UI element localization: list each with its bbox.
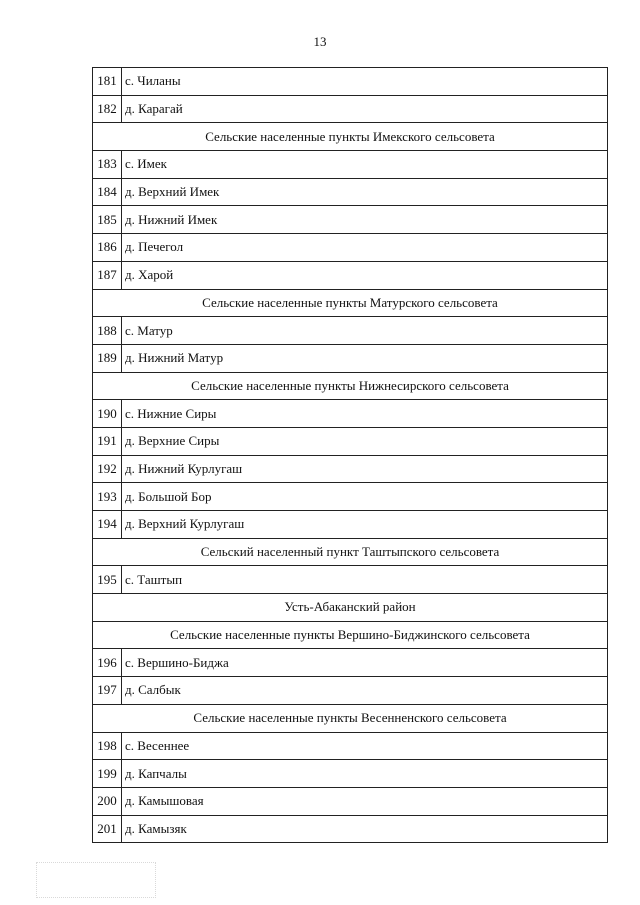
row-number: 200: [93, 787, 122, 815]
row-number: 195: [93, 566, 122, 594]
settlement-name: с. Вершино-Биджа: [122, 649, 608, 677]
row-number: 188: [93, 317, 122, 345]
table-row: [93, 68, 608, 96]
group-header-row: [93, 621, 608, 649]
settlement-name: д. Салбык: [122, 677, 608, 705]
row-number: 181: [93, 68, 122, 96]
row-number: 192: [93, 455, 122, 483]
table-row: [93, 261, 608, 289]
table-row: [93, 649, 608, 677]
row-number: 194: [93, 511, 122, 539]
settlement-name: с. Чиланы: [122, 68, 608, 96]
settlements-table-body: [93, 68, 608, 843]
table-row: [93, 455, 608, 483]
settlement-name: д. Камызяк: [122, 815, 608, 843]
group-header-row: [93, 538, 608, 566]
table-row: [93, 677, 608, 705]
settlement-name: д. Капчалы: [122, 760, 608, 788]
settlement-name: д. Верхний Курлугаш: [122, 511, 608, 539]
settlement-name: д. Верхние Сиры: [122, 427, 608, 455]
table-row: [93, 483, 608, 511]
group-header-row: [93, 704, 608, 732]
settlement-name: д. Камышовая: [122, 787, 608, 815]
page-number: 13: [313, 34, 327, 49]
table-row: [93, 95, 608, 123]
settlement-name: с. Нижние Сиры: [122, 400, 608, 428]
table-row: [93, 566, 608, 594]
table-row: [93, 206, 608, 234]
settlement-name: д. Нижний Имек: [122, 206, 608, 234]
row-number: 184: [93, 178, 122, 206]
settlement-name: с. Матур: [122, 317, 608, 345]
row-number: 182: [93, 95, 122, 123]
table-row: [93, 178, 608, 206]
table-row: [93, 151, 608, 179]
group-header-row: [93, 289, 608, 317]
table-row: [93, 400, 608, 428]
settlement-name: д. Карагай: [122, 95, 608, 123]
table-row: [93, 344, 608, 372]
table-row: [93, 732, 608, 760]
row-number: 198: [93, 732, 122, 760]
row-number: 190: [93, 400, 122, 428]
group-title: Сельский населенный пункт Таштыпского сельсовета: [93, 538, 608, 566]
table-row: [93, 787, 608, 815]
row-number: 193: [93, 483, 122, 511]
row-number: 197: [93, 677, 122, 705]
group-header-row: [93, 594, 608, 622]
settlement-name: д. Нижний Матур: [122, 344, 608, 372]
group-title: Сельские населенные пункты Нижнесирского сельсовета: [93, 372, 608, 400]
settlement-name: д. Печегол: [122, 234, 608, 262]
group-header-row: [93, 372, 608, 400]
registration-stamp: [36, 862, 156, 898]
row-number: 189: [93, 344, 122, 372]
row-number: 201: [93, 815, 122, 843]
group-title: Усть-Абаканский район: [93, 594, 608, 622]
settlement-name: с. Имек: [122, 151, 608, 179]
row-number: 196: [93, 649, 122, 677]
table-row: [93, 234, 608, 262]
group-title: Сельские населенные пункты Матурского сельсовета: [93, 289, 608, 317]
table-row: [93, 317, 608, 345]
group-header-row: [93, 123, 608, 151]
row-number: 187: [93, 261, 122, 289]
row-number: 199: [93, 760, 122, 788]
group-title: Сельские населенные пункты Вершино-Биджинского сельсовета: [93, 621, 608, 649]
settlement-name: д. Верхний Имек: [122, 178, 608, 206]
row-number: 183: [93, 151, 122, 179]
settlements-table: [92, 67, 608, 843]
settlement-name: д. Большой Бор: [122, 483, 608, 511]
settlement-name: с. Весеннее: [122, 732, 608, 760]
table-row: [93, 760, 608, 788]
settlement-name: д. Харой: [122, 261, 608, 289]
group-title: Сельские населенные пункты Весенненского сельсовета: [93, 704, 608, 732]
settlement-name: д. Нижний Курлугаш: [122, 455, 608, 483]
row-number: 186: [93, 234, 122, 262]
group-title: Сельские населенные пункты Имекского сельсовета: [93, 123, 608, 151]
table-row: [93, 511, 608, 539]
table-row: [93, 815, 608, 843]
settlement-name: с. Таштып: [122, 566, 608, 594]
table-row: [93, 427, 608, 455]
row-number: 191: [93, 427, 122, 455]
row-number: 185: [93, 206, 122, 234]
